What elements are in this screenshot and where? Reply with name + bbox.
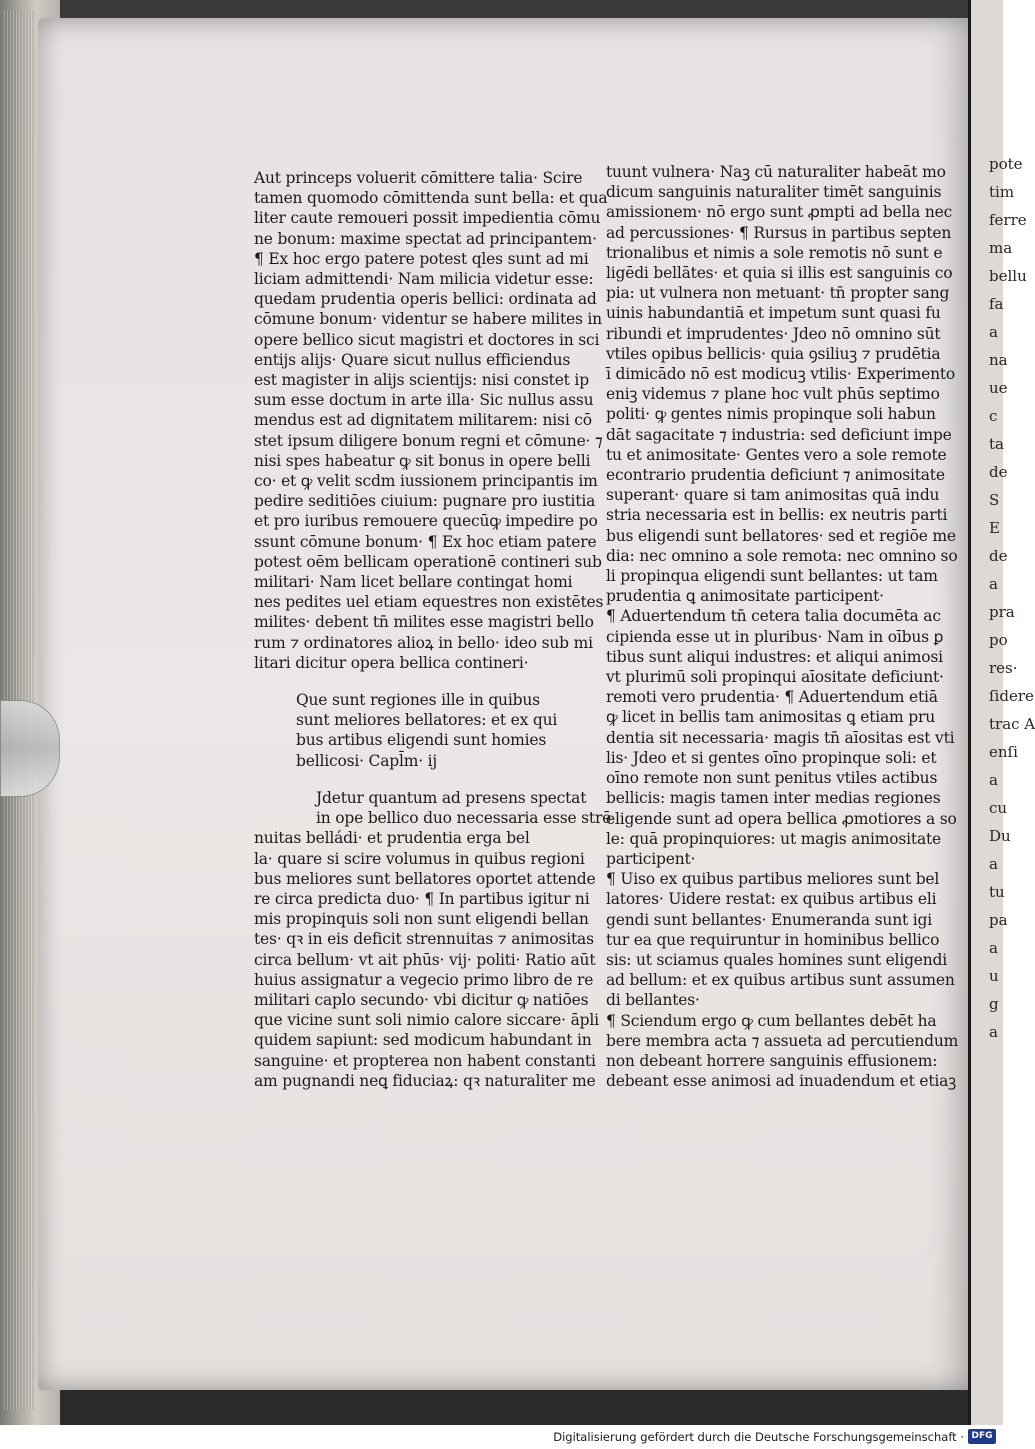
text-line: quedam prudentia operis bellici: ordinata ad [254, 290, 597, 309]
text-line: ¶ Ex hoc ergo patere potest qles sunt ad mi [254, 249, 589, 268]
text-line: dāt sagacitate ⁊ industria: sed deficiunt impe [606, 425, 952, 444]
text-line: amissionem· nō ergo sunt ꝓmpti ad bella nec [606, 203, 953, 222]
text-line: uinis habundantiā et impetum sunt quasi fu [606, 304, 941, 323]
text-line: tes· qꝛ in eis deficit strennuitas ⁊ animositas [254, 930, 594, 949]
text-line: lis· Jdeo et si gentes oīno propinque soli: et [606, 748, 937, 767]
text-line: nes pedites uel etiam equestres non existētes [254, 593, 604, 612]
right-text-column [606, 162, 959, 1091]
text-line: la· quare si scire volumus in quibus regioni [254, 849, 585, 868]
facing-page-fragment: a [989, 575, 998, 593]
text-line: ¶ Uiso ex quibus partibus meliores sunt bel [606, 870, 940, 889]
text-line: am pugnandi neꝗ fiduciaꝝ: qꝛ naturaliter me [254, 1071, 596, 1090]
text-line: bere membra acta ⁊ assueta ad percutiendum [606, 1031, 959, 1050]
text-line: eligende sunt ad opera bellica ꝓmotiores a so [606, 809, 957, 828]
facing-page-fragment: enſi [989, 743, 1018, 761]
text-line: bellicosi· Capl̄m· ij [296, 751, 438, 770]
text-line: milites· debent tn̄ milites esse magistri bello [254, 613, 594, 632]
facing-page-fragment: a [989, 1023, 998, 1041]
facing-page-fragment: pra [989, 603, 1015, 621]
dfg-logo: DFG [968, 1429, 996, 1444]
facing-page-fragment: Du [989, 827, 1011, 845]
text-line: co· et ꝙ velit scdm iussionem principantis im [254, 472, 598, 491]
text-line: bus meliores sunt bellatores oportet attende [254, 869, 596, 888]
text-line: ribundi et imprudentes· Jdeo nō omnino sūt [606, 324, 941, 343]
text-line: bellicis: magis tamen inter medias regiones [606, 789, 941, 808]
text-line: participent· [606, 849, 696, 868]
facing-page-edge [968, 0, 1035, 1425]
text-line: Jdetur quantum ad presens spectat [316, 788, 587, 807]
text-line: rum ⁊ ordinatores alioꝝ in bello· ideo sub mi [254, 633, 593, 652]
text-line: cipienda esse ut in pluribus· Nam in oībus ꝑ [606, 627, 944, 646]
text-line: dicum sanguinis naturaliter timēt sanguinis [606, 183, 942, 202]
text-line: gendi sunt bellantes· Enumeranda sunt igi [606, 910, 932, 929]
facing-page-fragment: S [989, 491, 1000, 509]
facing-page-fragment: pa [989, 911, 1008, 929]
text-line: politi· ꝙ gentes nimis propinque soli habun [606, 405, 936, 424]
text-line: huius assignatur a vegecio primo libro de re [254, 970, 594, 989]
text-line: oīno remote non sunt penitus vtiles actibus [606, 769, 938, 788]
text-line: ¶ Sciendum ergo ꝙ cum bellantes debēt ha [606, 1011, 937, 1030]
text-line: litari dicitur opera bellica contineri· [254, 653, 529, 672]
facing-page-fragment: a [989, 323, 998, 341]
text-line: pia: ut vulnera non metuant· tn̄ propter sang [606, 284, 950, 303]
facing-page-fragment: de [989, 547, 1008, 565]
facing-page-fragment: de [989, 463, 1008, 481]
text-line: trionalibus et nimis a sole remotis nō sunt e [606, 243, 943, 262]
text-line: quidem sapiunt: sed modicum habundant in [254, 1031, 592, 1050]
text-line: ad percussiones· ¶ Rursus in partibus septen [606, 223, 952, 242]
text-line: cōmune bonum· videntur se habere milites in [254, 310, 602, 329]
text-line: vt plurimū soli propinqui aīositate deficiunt· [606, 668, 944, 687]
text-line: stet ipsum diligere bonum regni et cōmune· ⁊ [254, 431, 603, 450]
text-line: Que sunt regiones ille in quibus [296, 691, 540, 710]
facing-page-fragment: po [989, 631, 1008, 649]
text-line: tuunt vulnera· Naꝫ cū naturaliter habeāt mo [606, 163, 946, 181]
facing-page-fragment: fa [989, 295, 1004, 313]
text-line: que vicine sunt soli nimio calore siccare· āpli [254, 1011, 599, 1030]
text-line: bus eligendi sunt bellatores· sed et regiōe me [606, 526, 956, 545]
text-line: potest oēm bellicam operationē contineri sub [254, 552, 602, 571]
text-line: sis: ut sciamus quales homines sunt eligendi [606, 950, 948, 969]
footer-credit: Digitalisierung gefördert durch die Deutsche Forschungsgemeinschaft · [553, 1430, 964, 1444]
facing-page-fragment: E [989, 519, 1000, 537]
text-line: ssunt cōmune bonum· ¶ Ex hoc etiam patere [254, 532, 597, 551]
text-line: remoti vero prudentia· ¶ Aduertendum etiā [606, 688, 938, 707]
text-line: non debeant horrere sanguinis effusionem: [606, 1051, 938, 1070]
top-shadow [60, 0, 970, 18]
text-line: sunt meliores bellatores: et ex qui [296, 711, 558, 730]
text-line: liciam admittendi· Nam milicia videtur esse: [254, 270, 594, 289]
text-line: vtiles opibus bellicis· quia ꝯsiliuꝫ ⁊ prudētia [606, 344, 941, 363]
facing-page-fragment: cu [989, 799, 1008, 817]
text-line: circa bellum· vt ait phūs· vij· politi· Ratio aūt [254, 950, 596, 969]
text-line: pedire seditiōes ciuium: pugnare pro iustitia [254, 492, 596, 511]
facing-page-fragment: ue [989, 379, 1008, 397]
text-line: opere bellico sicut magistri et doctores in sci [254, 330, 600, 349]
chapter-heading [254, 690, 574, 771]
text-line: di bellantes· [606, 991, 700, 1010]
text-line: mendus est ad dignitatem militarem: nisi cō [254, 411, 592, 430]
facing-page-fragment: ma [989, 239, 1013, 257]
text-line: superant· quare si tam animositas quā indu [606, 486, 940, 505]
text-line: et pro iuribus remouere quecūꝙ impedire po [254, 512, 598, 531]
text-line: li propinqua eligendi sunt bellantes: ut tam [606, 567, 938, 586]
footer-bar [0, 1425, 1000, 1449]
text-line: tu et animositate· Gentes vero a sole remote [606, 445, 947, 464]
facing-page-fragment: c [989, 407, 998, 425]
facing-page-fragment: na [989, 351, 1008, 369]
left-column-body-top [254, 168, 608, 673]
text-line: nuitas belládi· et prudentia erga bel [254, 829, 530, 848]
text-line: econtrario prudentia deficiunt ⁊ animositate [606, 466, 945, 485]
text-line: entijs alijs· Quare sicut nullus efficiendus [254, 350, 571, 369]
text-line: re circa predicta duo· ¶ In partibus igitur ni [254, 889, 590, 908]
text-line: prudentia ꝗ animositate participent· [606, 587, 884, 606]
text-line: in ope bellico duo necessaria esse strē [316, 809, 612, 828]
facing-page-fragment: pote [989, 155, 1023, 173]
text-line: dia: nec omnino a sole remota: nec omnino so [606, 546, 958, 565]
left-column-body-bottom [254, 788, 612, 1091]
text-line: bus artibus eligendi sunt homies [296, 731, 547, 750]
facing-page-fragment: a [989, 855, 998, 873]
text-line: mis propinquis soli non sunt eligendi bellan [254, 910, 589, 929]
facing-page-fragment: ferre [989, 211, 1027, 229]
facing-page-fragment: u [989, 967, 999, 985]
text-line: Aut princeps voluerit cōmittere talia· Scire [254, 169, 583, 187]
text-line: ad bellum: et ex quibus artibus sunt assumen [606, 971, 955, 990]
text-line: sum esse doctum in arte illa· Sic nullus assu [254, 391, 594, 410]
facing-page-fragment: trac A [989, 715, 1035, 733]
text-line: militari caplo secundo· vbi dicitur ꝙ natiōes [254, 990, 589, 1009]
text-line: tibus sunt aliqui industres: et aliqui animosi [606, 647, 943, 666]
text-line: ne bonum: maxime spectat ad principantem· [254, 229, 597, 248]
text-line: ī dimicādo nō est modicuꝫ vtilis· Experimento [606, 365, 956, 384]
text-line: tur ea que requiruntur in hominibus bellico [606, 930, 940, 949]
facing-page-fragment: res· [989, 659, 1018, 677]
text-line: ¶ Aduertendum tn̄ cetera talia documēta ac [606, 607, 941, 626]
text-line: est magister in alijs scientijs: nisi constet ip [254, 371, 589, 390]
text-line: nisi spes habeatur ꝙ sit bonus in opere belli [254, 451, 591, 470]
facing-page-fragment: a [989, 939, 998, 957]
facing-page-fragment: bellu [989, 267, 1027, 285]
text-line: militari· Nam licet bellare contingat homi [254, 573, 573, 592]
facing-page-fragment: ſidere [989, 687, 1034, 705]
facing-page-fragment: ta [989, 435, 1004, 453]
left-text-column [254, 168, 612, 1091]
text-line: ligēdi bellātes· et quia si illis est sanguinis co [606, 264, 953, 283]
facing-page-fragment: tu [989, 883, 1005, 901]
text-line: debeant esse animosi ad inuadendum et etiaꝫ [606, 1072, 956, 1091]
text-line: liter caute remoueri possit impedientia cōmu [254, 209, 601, 228]
text-line: le: quā propinquiores: ut magis animositate [606, 829, 941, 848]
facing-page-fragment: tim [989, 183, 1015, 201]
text-line: sanguine· et propterea non habent constanti [254, 1051, 596, 1070]
text-line: stria necessaria est in bellis: ex neutris parti [606, 506, 948, 525]
text-line: latores· Uidere restat: ex quibus artibus eli [606, 890, 937, 909]
text-line: tamen quomodo cōmittenda sunt bella: et qua [254, 189, 608, 208]
text-line: ꝙ licet in bellis tam animositas ꝗ etiam pru [606, 708, 935, 727]
facing-page-fragment: a [989, 771, 998, 789]
text-line: dentia sit necessaria· magis tn̄ aīositas est vti [606, 728, 955, 747]
facing-page-fragment: g [989, 995, 999, 1013]
text-line: eniꝫ videmus ⁊ plane hoc vult phūs septimo [606, 385, 940, 404]
